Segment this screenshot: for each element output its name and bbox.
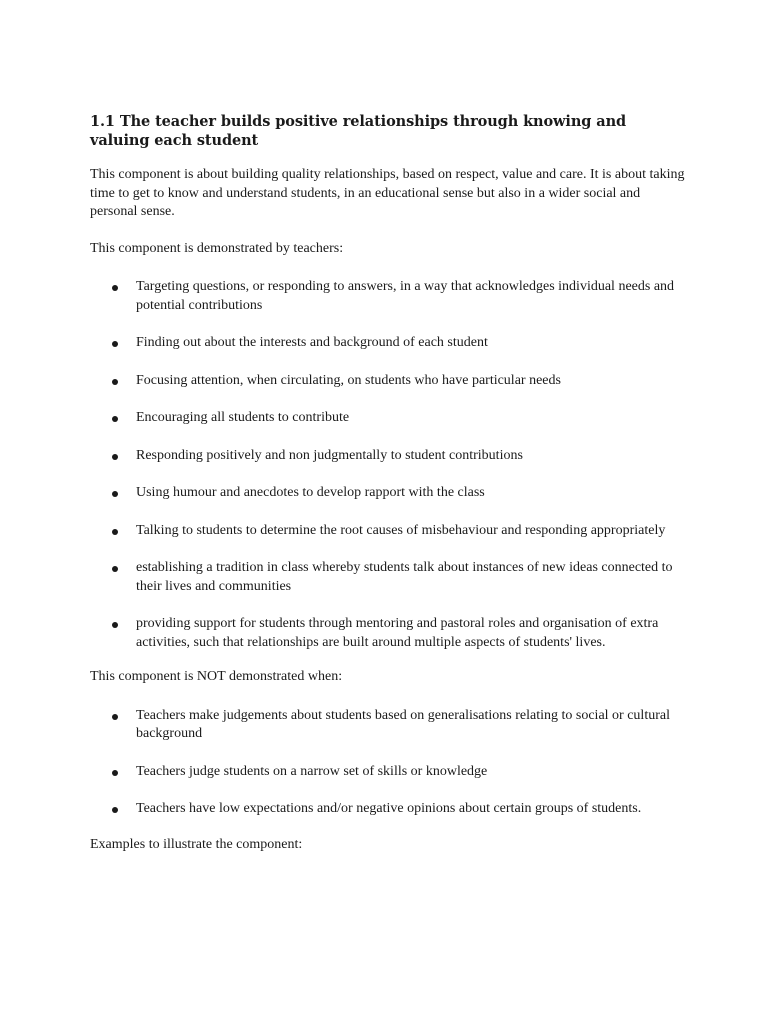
section-heading: 1.1 The teacher builds positive relationships through knowing and valuing each student (90, 113, 627, 149)
list-item (90, 372, 690, 391)
bullet-icon (112, 285, 118, 291)
list-item-text: providing support for students through mentoring and pastoral roles and organisation of extra activities, such that relationships are built around multiple aspects of students' lives. (136, 616, 659, 650)
list-item-text: Teachers make judgements about students based on generalisations relating to social or cultural background (136, 707, 670, 741)
list-item (90, 615, 690, 652)
bullet-icon (112, 379, 118, 385)
list-item (90, 278, 690, 315)
bullet-icon (112, 714, 118, 720)
bullet-icon (112, 529, 118, 535)
list-item (90, 707, 690, 744)
bullet-icon (112, 566, 118, 572)
intro-paragraph: This component is about building quality relationships, based on respect, value and care. It is about taking time to get to know and understand students, in an educational sense but also in a wider social and personal sense. (90, 167, 685, 219)
list-item-text: Responding positively and non judgmentally to student contributions (136, 447, 523, 463)
list-item-text: Talking to students to determine the root causes of misbehaviour and responding appropriately (136, 522, 666, 538)
demonstrated-list (90, 278, 690, 652)
not-demonstrated-list (90, 707, 690, 819)
list-item-text: Teachers judge students on a narrow set of skills or knowledge (136, 763, 488, 779)
list-item (90, 522, 690, 541)
list-item (90, 484, 690, 503)
bullet-icon (112, 416, 118, 422)
demonstrated-lead: This component is demonstrated by teachers: (90, 240, 344, 256)
list-item (90, 334, 690, 353)
list-item (90, 800, 690, 819)
list-item (90, 559, 690, 596)
list-item-text: Using humour and anecdotes to develop rapport with the class (136, 485, 485, 500)
list-item-text: Targeting questions, or responding to answers, in a way that acknowledges individual needs and potential contributions (136, 279, 675, 313)
not-demonstrated-lead: This component is NOT demonstrated when: (90, 669, 343, 684)
bullet-icon (112, 454, 118, 460)
examples-lead: Examples to illustrate the component: (90, 836, 303, 852)
list-item-text: Finding out about the interests and background of each student (136, 335, 488, 350)
bullet-icon (112, 622, 118, 628)
bullet-icon (112, 770, 118, 776)
list-item-text: Teachers have low expectations and/or negative opinions about certain groups of students. (136, 801, 642, 816)
list-item (90, 763, 690, 782)
bullet-icon (112, 807, 118, 813)
list-item-text: Focusing attention, when circulating, on students who have particular needs (136, 372, 561, 388)
bullet-icon (112, 491, 118, 497)
list-item-text: establishing a tradition in class whereby students talk about instances of new ideas connected to their lives and communities (136, 560, 673, 594)
list-item-text: Encouraging all students to contribute (136, 410, 350, 425)
bullet-icon (112, 341, 118, 347)
list-item (90, 447, 690, 466)
document-page (90, 112, 690, 854)
list-item (90, 409, 690, 428)
